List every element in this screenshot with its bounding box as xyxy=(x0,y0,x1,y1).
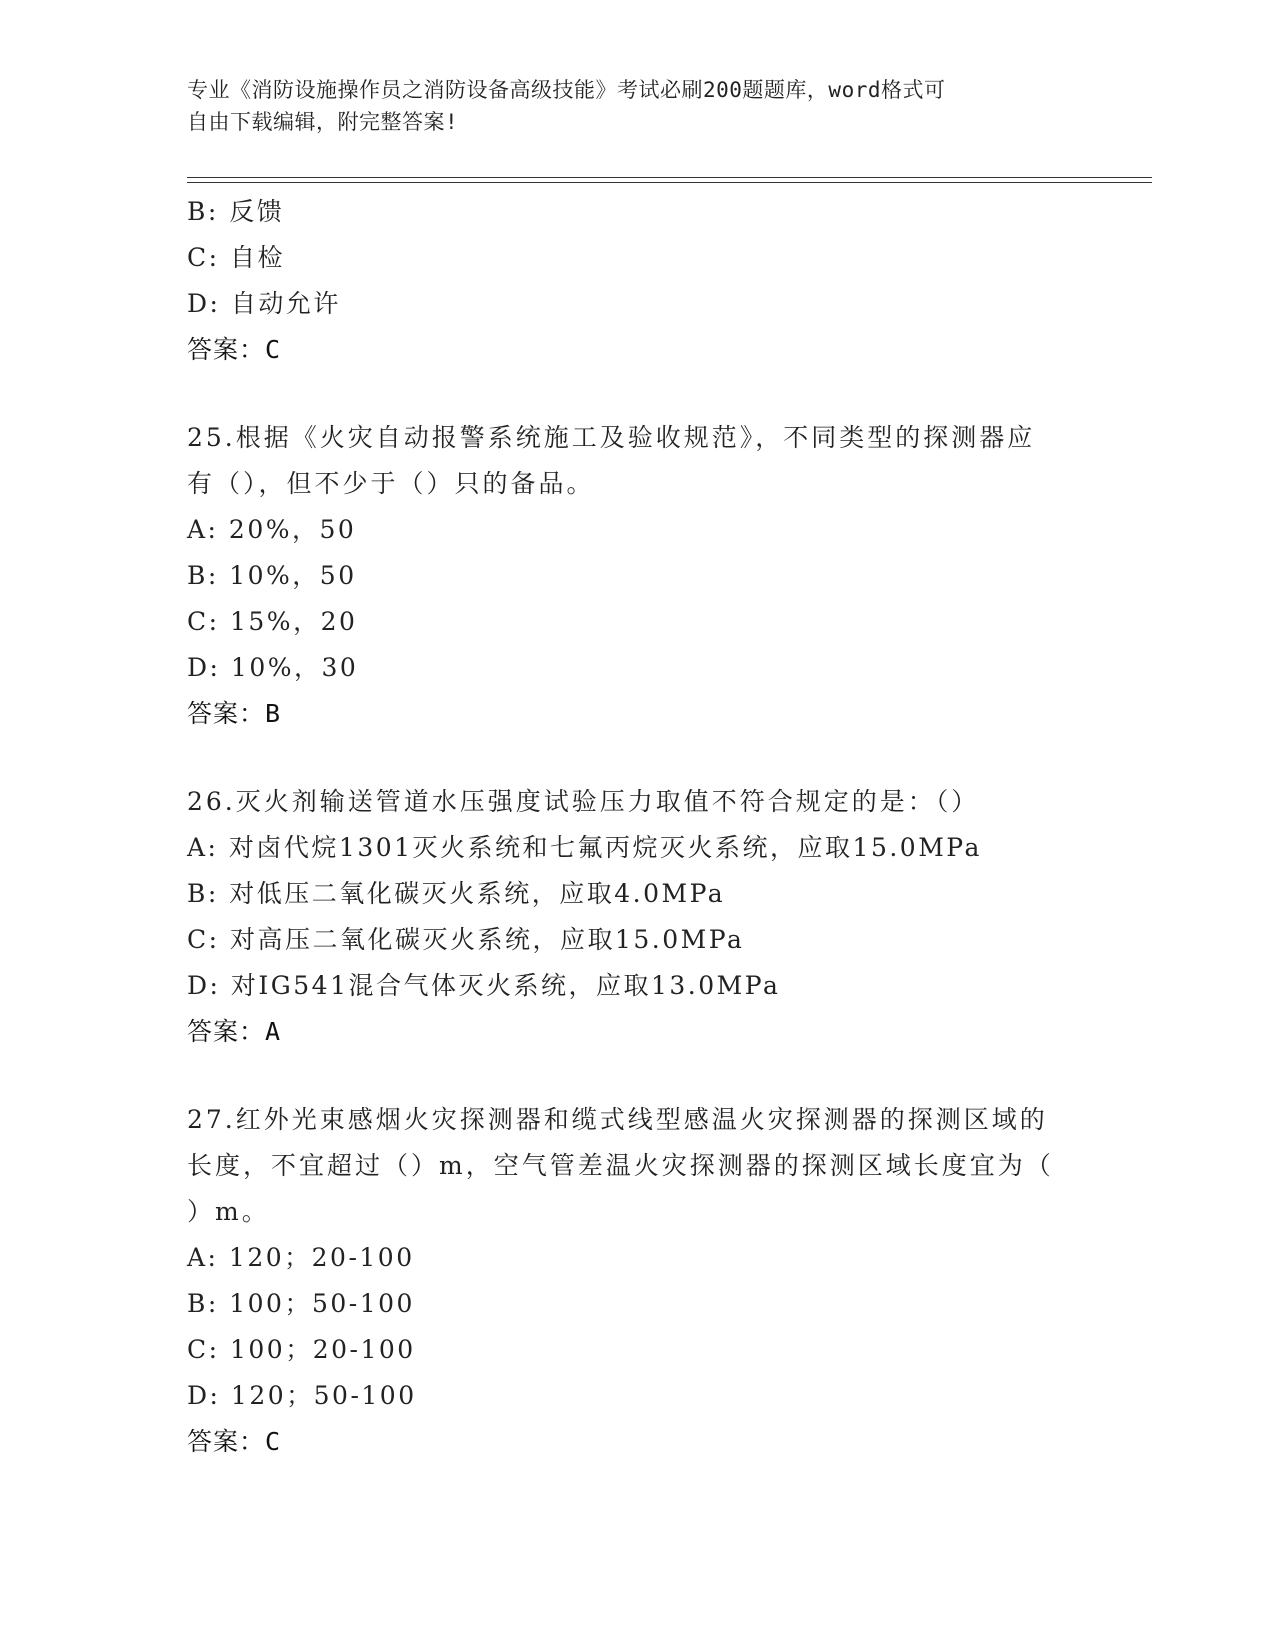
question-24 xyxy=(187,189,1087,373)
question-stem-line-1: 26.灭火剂输送管道水压强度试验压力取值不符合规定的是：（） xyxy=(187,787,980,816)
header-divider-top xyxy=(187,177,1152,178)
option-c: C: 100；20-100 xyxy=(187,1335,416,1364)
option-b: B: 100；50-100 xyxy=(187,1289,415,1318)
option-b: B: 反馈 xyxy=(187,197,285,226)
answer: 答案：C xyxy=(187,335,282,364)
question-stem-line-2: 有（），但不少于（）只的备品。 xyxy=(187,469,595,498)
option-c: C: 自检 xyxy=(187,243,285,272)
question-stem-line-1: 25.根据《火灾自动报警系统施工及验收规范》，不同类型的探测器应 xyxy=(187,423,1036,452)
question-26 xyxy=(187,779,1087,1055)
option-b: B: 对低压二氧化碳灭火系统，应取4.0MPa xyxy=(187,879,726,908)
question-stem-line-2: 长度，不宜超过（）m，空气管差温火灾探测器的探测区域长度宜为（ xyxy=(187,1151,1054,1180)
option-a: A: 对卤代烷1301灭火系统和七氟丙烷灭火系统，应取15.0MPa xyxy=(187,833,982,862)
option-c: C: 对高压二氧化碳灭火系统，应取15.0MPa xyxy=(187,925,745,954)
question-stem-line-3: ）m。 xyxy=(187,1197,270,1226)
option-d: D: 对IG541混合气体灭火系统，应取13.0MPa xyxy=(187,971,781,1000)
document-header xyxy=(187,74,1067,138)
answer: 答案：A xyxy=(187,1017,282,1046)
question-25 xyxy=(187,415,1087,737)
spacer xyxy=(187,1055,1087,1097)
option-b: B: 10%，50 xyxy=(187,561,357,590)
answer: 答案：B xyxy=(187,699,282,728)
spacer xyxy=(187,737,1087,779)
option-c: C: 15%，20 xyxy=(187,607,358,636)
header-title-line-1: 专业《消防设施操作员之消防设备高级技能》考试必刷200题题库，word格式可 xyxy=(187,78,946,102)
question-27 xyxy=(187,1097,1087,1465)
header-divider-bottom xyxy=(187,182,1152,183)
option-d: D: 120；50-100 xyxy=(187,1381,417,1410)
option-d: D: 10%，30 xyxy=(187,653,359,682)
option-a: A: 120；20-100 xyxy=(187,1243,415,1272)
header-title-line-2: 自由下载编辑，附完整答案! xyxy=(187,110,459,134)
spacer xyxy=(187,373,1087,415)
option-d: D: 自动允许 xyxy=(187,289,341,318)
question-list xyxy=(187,189,1087,1465)
option-a: A: 20%，50 xyxy=(187,515,357,544)
answer: 答案：C xyxy=(187,1427,282,1456)
question-stem-line-1: 27.红外光束感烟火灾探测器和缆式线型感温火灾探测器的探测区域的 xyxy=(187,1105,1048,1134)
